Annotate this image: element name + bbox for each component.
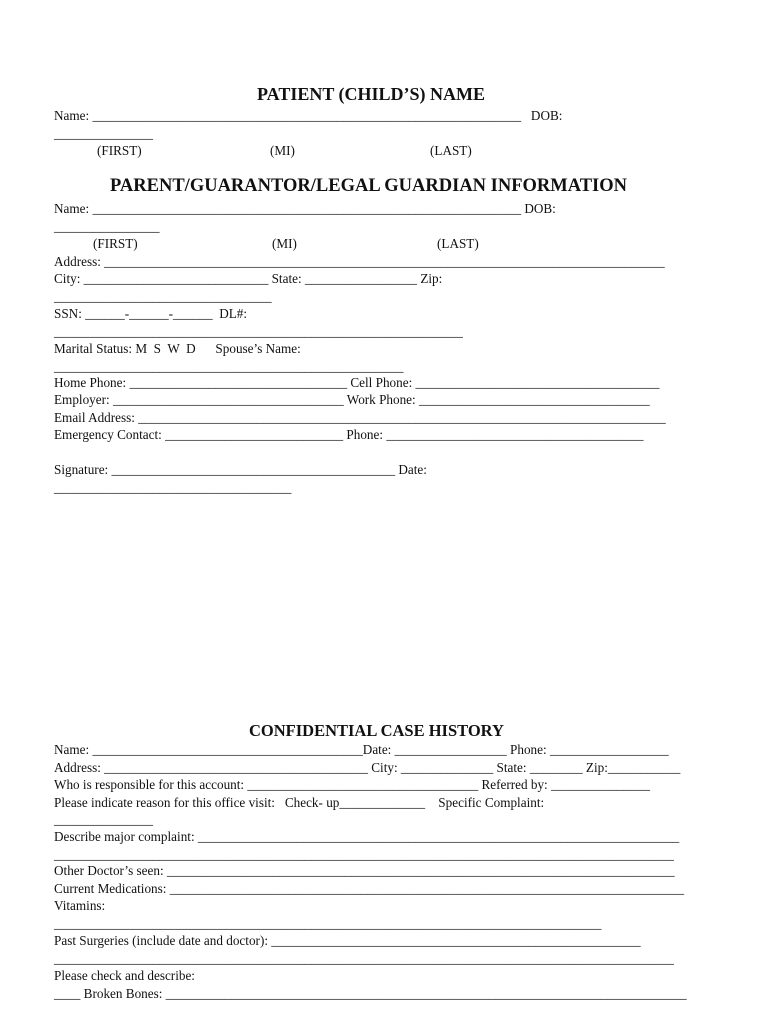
guardian-dl-field[interactable]: ______________________________________________________________: [54, 324, 463, 339]
history-heading: CONFIDENTIAL CASE HISTORY: [249, 721, 504, 740]
guardian-heading: PARENT/GUARANTOR/LEGAL GUARDIAN INFORMATION: [110, 176, 628, 196]
history-responsible-field[interactable]: Who is responsible for this account: ___________________________________ Referred by: _______________: [54, 777, 650, 792]
history-major-complaint-field[interactable]: Describe major complaint: _________________________________________________________________________: [54, 829, 680, 844]
patient-heading: PATIENT (CHILD’S) NAME: [257, 84, 486, 104]
history-surgeries-field[interactable]: Past Surgeries (include date and doctor): ________________________________________________________: [54, 933, 641, 948]
patient-last-label: (LAST): [430, 143, 472, 158]
history-reason-field[interactable]: Please indicate reason for this office visit: Check- up_____________ Specific Complaint:: [54, 795, 545, 810]
guardian-ssn-dl-field[interactable]: SSN: ______-______-______ DL#:: [54, 306, 248, 321]
guardian-dob-field[interactable]: ________________: [54, 219, 160, 234]
guardian-marital-field[interactable]: Marital Status: M S W D Spouse’s Name:: [54, 341, 301, 356]
history-check-label: Please check and describe:: [54, 968, 195, 983]
history-address-city-field[interactable]: Address: ________________________________________ City: ______________ State: ________ Zip:___________: [54, 760, 681, 775]
guardian-address-field[interactable]: Address: _____________________________________________________________________________________: [54, 254, 665, 269]
guardian-signature-field[interactable]: Signature: ___________________________________________ Date:: [54, 462, 427, 477]
guardian-home-cell-phone-field[interactable]: Home Phone: _________________________________ Cell Phone: _____________________________________: [54, 375, 660, 390]
history-other-doctor-field[interactable]: Other Doctor’s seen: _____________________________________________________________________________: [54, 863, 675, 878]
history-major-complaint-cont-field[interactable]: ______________________________________________________________________________________________: [54, 847, 674, 862]
guardian-city-state-zip-field[interactable]: City: ____________________________ State: _________________ Zip:: [54, 271, 443, 286]
history-broken-bones-field[interactable]: ____ Broken Bones: _______________________________________________________________________________: [54, 986, 687, 1001]
guardian-emergency-contact-field[interactable]: Emergency Contact: ___________________________ Phone: _______________________________________: [54, 427, 644, 442]
history-reason-cont-field[interactable]: _______________: [54, 812, 153, 827]
guardian-last-label: (LAST): [437, 236, 479, 251]
guardian-date-field[interactable]: ____________________________________: [54, 480, 292, 495]
patient-first-label: (FIRST): [97, 143, 142, 158]
guardian-first-label: (FIRST): [93, 236, 138, 251]
guardian-name-field[interactable]: Name: _________________________________________________________________ DOB:: [54, 201, 556, 216]
history-surgeries-cont-field[interactable]: ______________________________________________________________________________________________: [54, 951, 674, 966]
guardian-email-field[interactable]: Email Address: ________________________________________________________________________________: [54, 410, 666, 425]
history-vitamins-label: Vitamins:: [54, 898, 106, 913]
patient-dob-field[interactable]: _______________: [54, 126, 153, 141]
guardian-spouse-field[interactable]: _____________________________________________________: [54, 359, 404, 374]
patient-mi-label: (MI): [270, 143, 295, 158]
history-medications-field[interactable]: Current Medications: ______________________________________________________________________________: [54, 881, 685, 896]
guardian-mi-label: (MI): [272, 236, 297, 251]
guardian-employer-work-phone-field[interactable]: Employer: ___________________________________ Work Phone: ___________________________________: [54, 392, 650, 407]
patient-name-field[interactable]: Name: _________________________________________________________________ DOB:: [54, 108, 563, 123]
history-name-date-phone-field[interactable]: Name: _________________________________________Date: _________________ Phone: __________________: [54, 742, 669, 757]
history-vitamins-field[interactable]: ___________________________________________________________________________________: [54, 916, 602, 931]
guardian-zip-field[interactable]: _________________________________: [54, 289, 272, 304]
